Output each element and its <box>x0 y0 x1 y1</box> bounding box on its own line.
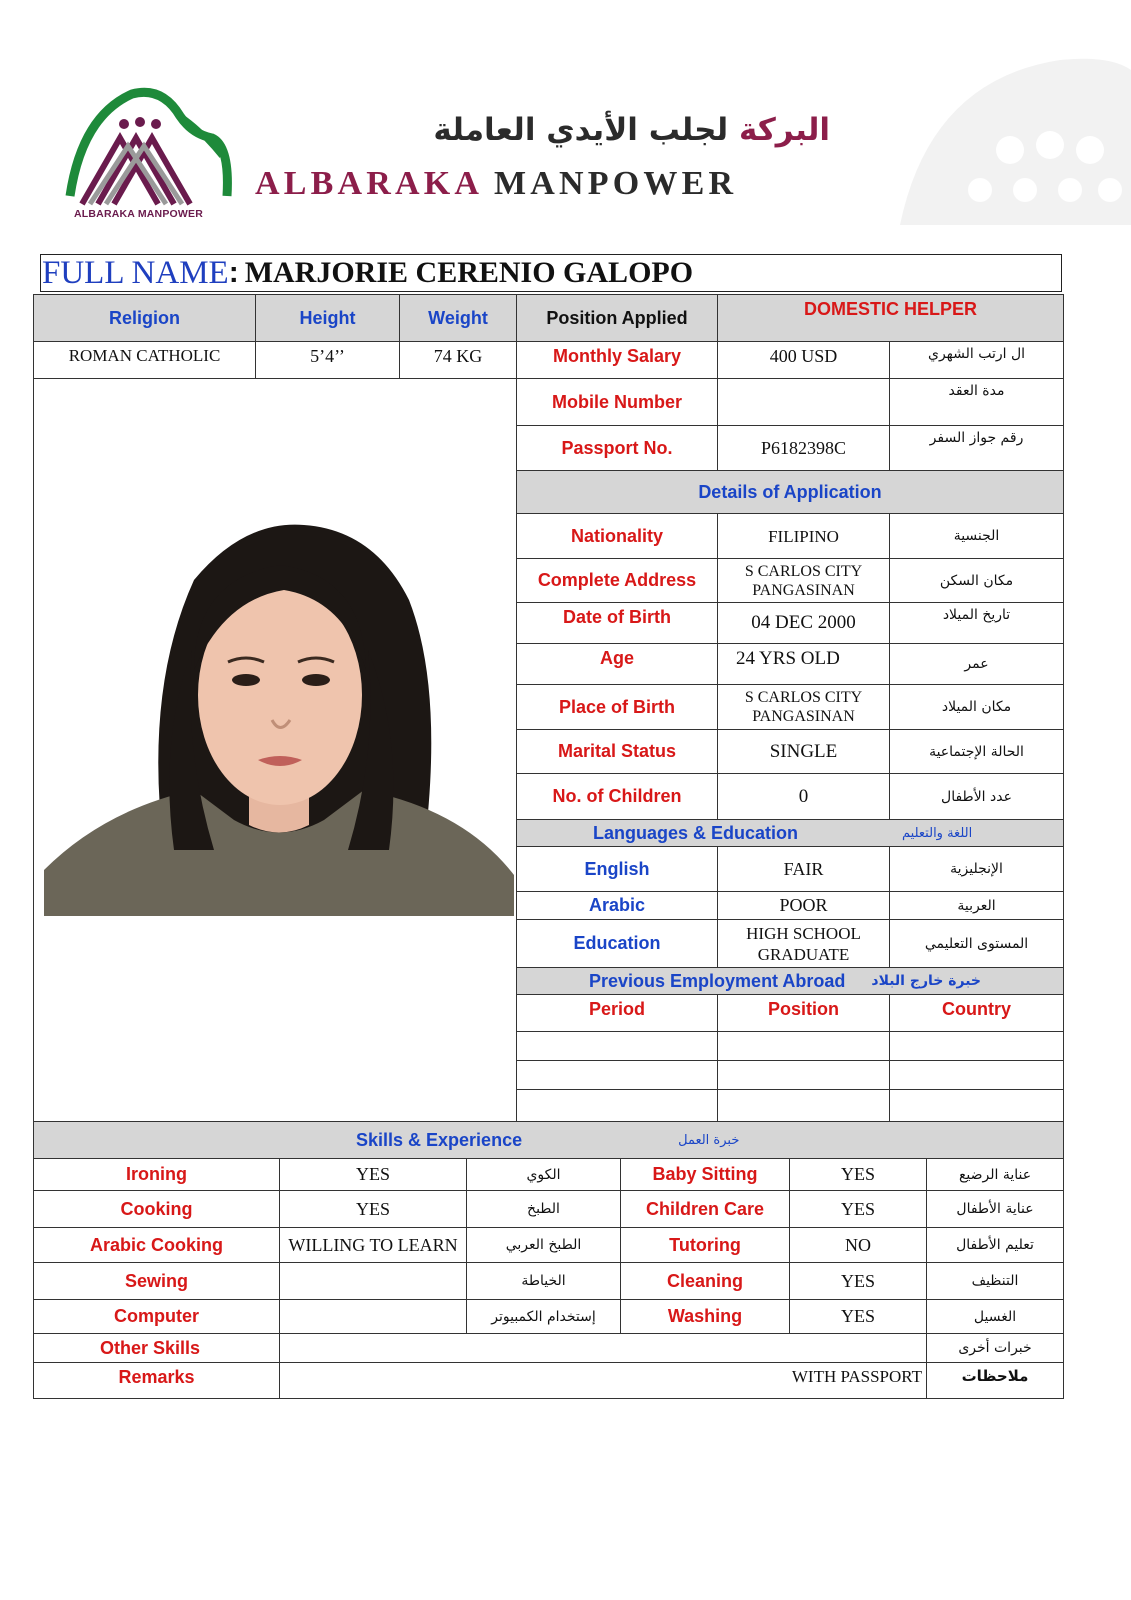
position-applied-header: Position Applied <box>516 294 718 342</box>
age-value: 24 YRS OLD <box>717 643 890 685</box>
arabic-arabic: العربية <box>889 891 1064 920</box>
arabic-brand-rest: لجلب الأيدي العاملة <box>433 112 729 148</box>
mobile-number-arabic: مدة العقد <box>889 378 1064 426</box>
skill-label: Cooking <box>33 1190 280 1228</box>
marital-status-arabic: الحالة الإجتماعية <box>889 729 1064 774</box>
skill-label: Washing <box>620 1299 790 1334</box>
employment-heading: Previous Employment Abroad <box>589 970 846 991</box>
education-arabic: المستوى التعليمي <box>889 919 1064 968</box>
skill-label: Computer <box>33 1299 280 1334</box>
marital-status-value: SINGLE <box>717 729 890 774</box>
skill-label: Ironing <box>33 1158 280 1191</box>
full-name-colon: : <box>228 256 239 289</box>
religion-value: ROMAN CATHOLIC <box>33 341 256 379</box>
dob-label: Date of Birth <box>516 602 718 644</box>
mobile-number-label: Mobile Number <box>516 378 718 426</box>
position-applied-value: DOMESTIC HELPER <box>717 294 1064 342</box>
children-label: No. of Children <box>516 773 718 820</box>
applicant-photo <box>44 490 514 916</box>
employment-country-header: Country <box>889 994 1064 1032</box>
age-arabic: عمر <box>889 643 1064 685</box>
employment-row-position <box>717 1089 890 1122</box>
skill-value: YES <box>789 1158 927 1191</box>
employment-row-position <box>717 1031 890 1061</box>
address-value: S CARLOS CITY PANGASINAN <box>717 558 890 603</box>
languages-heading: Languages & Education <box>593 822 799 843</box>
full-name-bar <box>40 254 1062 292</box>
address-arabic: مكان السكن <box>889 558 1064 603</box>
other-skills-label: Other Skills <box>33 1333 280 1363</box>
height-value: 5’4’’ <box>255 341 400 379</box>
english-label: English <box>516 846 718 892</box>
skill-value: YES <box>279 1190 467 1228</box>
other-skills-value <box>279 1333 927 1363</box>
monthly-salary-value: 400 USD <box>717 341 890 379</box>
skill-value: NO <box>789 1227 927 1263</box>
english-brand-word1: ALBARAKA <box>255 165 482 202</box>
monthly-salary-label: Monthly Salary <box>516 341 718 379</box>
place-of-birth-arabic: مكان الميلاد <box>889 684 1064 730</box>
english-company-name <box>255 165 737 203</box>
children-arabic: عدد الأطفال <box>889 773 1064 820</box>
employment-heading-arabic: خبرة خارج البلاد <box>871 973 981 989</box>
english-brand-word2: MANPOWER <box>494 165 738 202</box>
skill-arabic: عناية الرضيع <box>926 1158 1064 1191</box>
skills-heading: Skills & Experience <box>356 1129 523 1150</box>
employment-period-header: Period <box>516 994 718 1032</box>
skill-label: Children Care <box>620 1190 790 1228</box>
skill-value: YES <box>279 1158 467 1191</box>
arabic-value: POOR <box>717 891 890 920</box>
skill-value: YES <box>789 1299 927 1334</box>
skill-label: Cleaning <box>620 1262 790 1300</box>
employment-row-period <box>516 1031 718 1061</box>
full-name-value: MARJORIE CERENIO GALOPO <box>244 256 694 289</box>
arabic-company-name <box>250 112 830 148</box>
employment-position-header: Position <box>717 994 890 1032</box>
skill-arabic: تعليم الأطفال <box>926 1227 1064 1263</box>
dob-arabic: تاريخ الميلاد <box>889 602 1064 644</box>
skills-heading-arabic: خبرة العمل <box>678 1132 740 1148</box>
passport-value: P6182398C <box>717 425 890 471</box>
skill-value <box>279 1262 467 1300</box>
skill-arabic: الغسيل <box>926 1299 1064 1334</box>
skill-arabic: التنظيف <box>926 1262 1064 1300</box>
nationality-arabic: الجنسية <box>889 513 1064 559</box>
arabic-brand-word: البركة <box>738 112 830 148</box>
skill-value <box>279 1299 467 1334</box>
dob-value: 04 DEC 2000 <box>717 602 890 644</box>
english-value: FAIR <box>717 846 890 892</box>
religion-header: Religion <box>33 294 256 342</box>
weight-value: 74 KG <box>399 341 517 379</box>
full-name-label: FULL NAME <box>42 254 229 291</box>
skill-arabic: الطبخ <box>466 1190 621 1228</box>
watermark-logo <box>860 40 1131 230</box>
skill-value: YES <box>789 1262 927 1300</box>
employment-heading-bar <box>516 967 1064 995</box>
nationality-label: Nationality <box>516 513 718 559</box>
skill-value: WILLING TO LEARN <box>279 1227 467 1263</box>
details-heading: Details of Application <box>516 470 1064 514</box>
albaraka-logo-icon <box>62 86 232 226</box>
employment-row-position <box>717 1060 890 1090</box>
employment-row-country <box>889 1031 1064 1061</box>
skill-label: Tutoring <box>620 1227 790 1263</box>
skill-label: Arabic Cooking <box>33 1227 280 1263</box>
passport-arabic: رقم جواز السفر <box>889 425 1064 471</box>
marital-status-label: Marital Status <box>516 729 718 774</box>
other-skills-arabic: خبرات أخرى <box>926 1333 1064 1363</box>
monthly-salary-arabic: ال ارتب الشهري <box>889 341 1064 379</box>
languages-heading-bar <box>516 819 1064 847</box>
arabic-label: Arabic <box>516 891 718 920</box>
logo-caption: ALBARAKA MANPOWER <box>74 208 204 220</box>
skill-label: Sewing <box>33 1262 280 1300</box>
age-label: Age <box>516 643 718 685</box>
employment-row-period <box>516 1089 718 1122</box>
skill-arabic: إستخدام الكمبيوتر <box>466 1299 621 1334</box>
nationality-value: FILIPINO <box>717 513 890 559</box>
mobile-number-value <box>717 378 890 426</box>
employment-row-period <box>516 1060 718 1090</box>
address-label: Complete Address <box>516 558 718 603</box>
passport-label: Passport No. <box>516 425 718 471</box>
children-value: 0 <box>717 773 890 820</box>
skill-value: YES <box>789 1190 927 1228</box>
weight-header: Weight <box>399 294 517 342</box>
place-of-birth-label: Place of Birth <box>516 684 718 730</box>
languages-heading-arabic: اللغة والتعليم <box>902 825 973 841</box>
remarks-value: WITH PASSPORT <box>279 1362 927 1399</box>
education-value: HIGH SCHOOL GRADUATE <box>717 919 890 968</box>
education-label: Education <box>516 919 718 968</box>
height-header: Height <box>255 294 400 342</box>
place-of-birth-value: S CARLOS CITY PANGASINAN <box>717 684 890 730</box>
remarks-arabic: ملاحظات <box>926 1362 1064 1399</box>
employment-row-country <box>889 1060 1064 1090</box>
skill-label: Baby Sitting <box>620 1158 790 1191</box>
remarks-label: Remarks <box>33 1362 280 1399</box>
skill-arabic: الخياطة <box>466 1262 621 1300</box>
english-arabic: الإنجليزية <box>889 846 1064 892</box>
skill-arabic: الكوي <box>466 1158 621 1191</box>
skill-arabic: عناية الأطفال <box>926 1190 1064 1228</box>
skills-heading-bar <box>33 1121 1064 1159</box>
skill-arabic: الطبخ العربي <box>466 1227 621 1263</box>
employment-row-country <box>889 1089 1064 1122</box>
